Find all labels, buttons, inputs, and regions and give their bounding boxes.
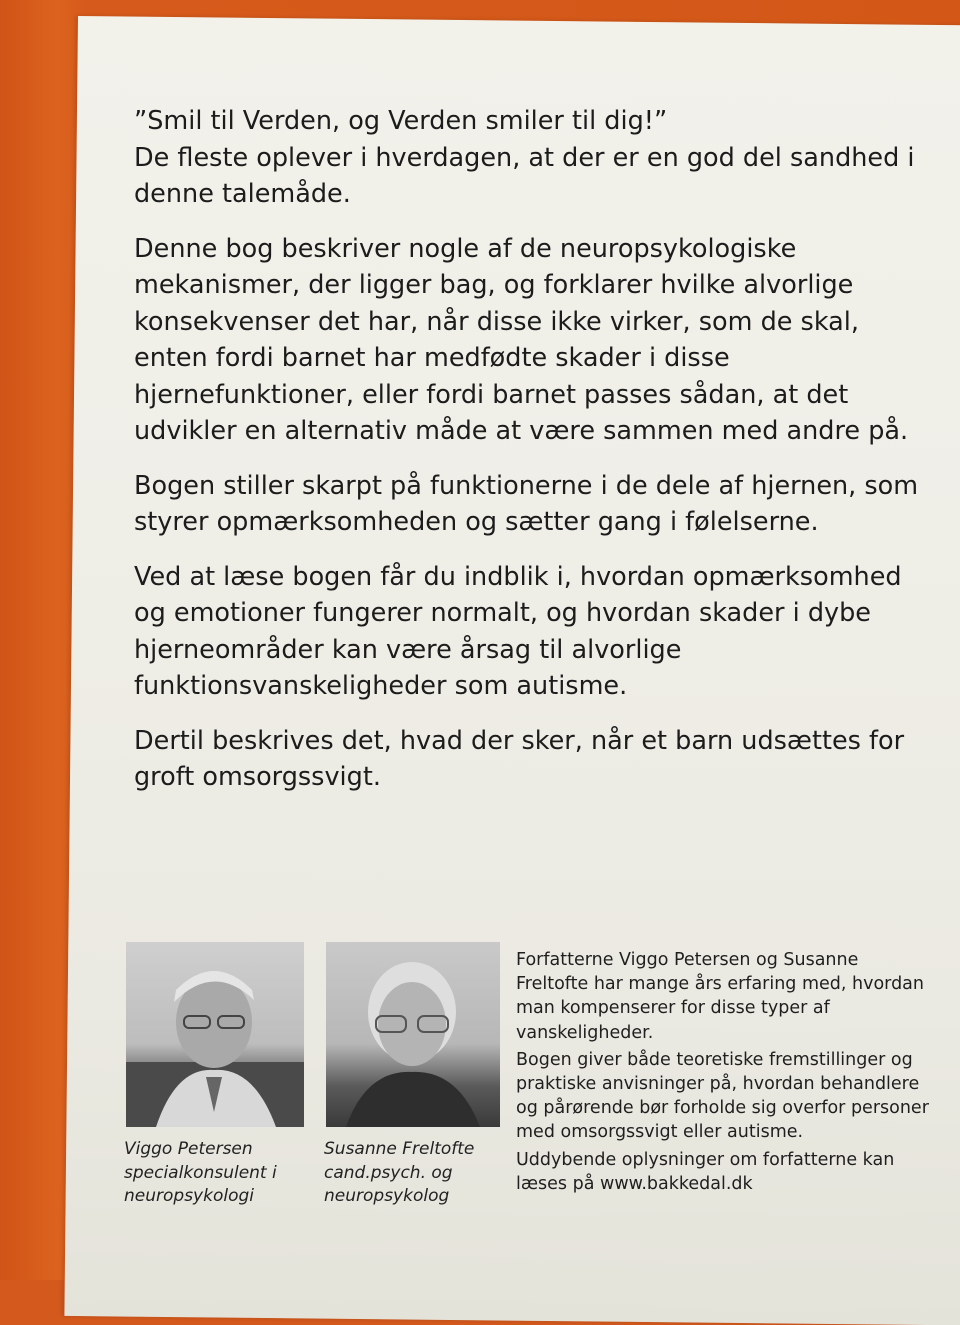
author-title: neuropsykolog <box>324 1186 450 1206</box>
author-name: Viggo Petersen <box>124 1139 253 1159</box>
author-photo-susanne <box>326 942 500 1127</box>
author-bio <box>516 948 936 1199</box>
author-title: specialkonsulent i <box>124 1162 277 1183</box>
intro-paragraph <box>134 103 934 213</box>
bio-paragraph: Bogen giver både teoretiske fremstillinger og praktiske anvisninger på, hvordan behandlere og pårørende bør forholde sig overfor personer med omsorgssvigt eller autisme. <box>516 1049 929 1143</box>
bio-paragraph: Forfatterne Viggo Petersen og Susanne Freltofte har mange års erfaring med, hvordan man kompenserer for disse typer af vanskeligheder. <box>516 950 924 1043</box>
description-paragraph-1: Denne bog beskriver nogle af de neuropsykologiske mekanismer, der ligger bag, og forklarer hvilke alvorlige konsekvenser det har, når disse ikke virker, som de skal, enten fordi barnet har medfødte skader i disse hjernefunktioner, eller fordi barnet passes sådan, at det udvikler en alternativ måde at være sammen med andre på. <box>134 233 909 446</box>
caption-susanne <box>324 1138 514 1209</box>
author-name: Susanne Freltofte <box>324 1139 475 1159</box>
quote-line: ”Smil til Verden, og Verden smiler til dig!” <box>134 106 668 136</box>
main-text-block <box>134 103 934 814</box>
bio-paragraph: Uddybende oplysninger om forfatterne kan læses på www.bakkedal.dk <box>516 1149 895 1194</box>
author-photo-viggo <box>126 942 304 1127</box>
caption-viggo <box>124 1138 314 1209</box>
intro-text: De fleste oplever i hverdagen, at der er en god del sandhed i denne talemåde. <box>134 142 915 209</box>
description-paragraph-2: Bogen stiller skarpt på funktionerne i de dele af hjernen, som styrer opmærksomheden og sætter gang i følelserne. <box>134 470 919 537</box>
authors-section <box>124 942 929 1242</box>
description-paragraph-4: Dertil beskrives det, hvad der sker, når et barn udsættes for groft omsorgssvigt. <box>134 725 905 792</box>
author-title: neuropsykologi <box>124 1186 254 1206</box>
description-paragraph-3: Ved at læse bogen får du indblik i, hvordan opmærksomhed og emotioner fungerer normalt, og hvordan skader i dybe hjerneområder kan være årsag til alvorlige funktionsvanskeligheder som autisme. <box>134 561 902 701</box>
author-title: cand.psych. og <box>324 1162 453 1183</box>
